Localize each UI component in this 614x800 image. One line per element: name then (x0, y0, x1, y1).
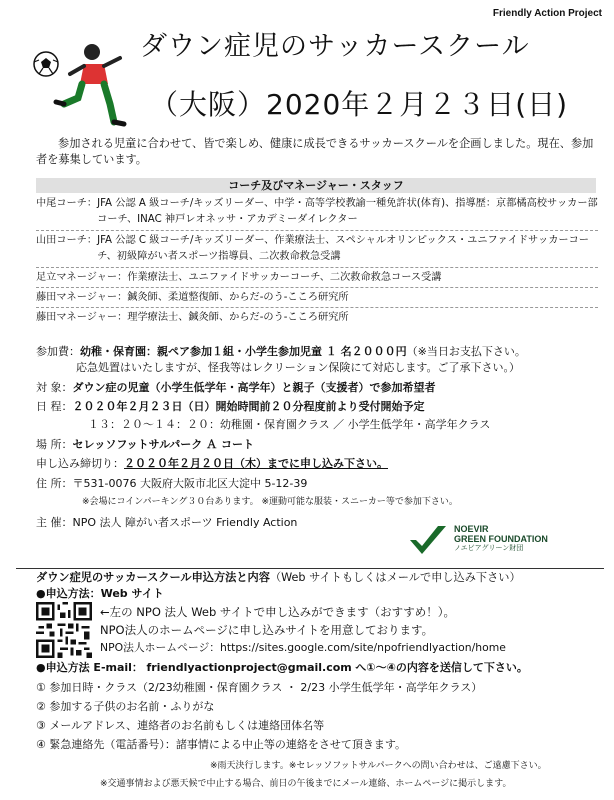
web-line-1: ←左の NPO 法人 Web サイトで申し込みができます（おすすめ！）。 (100, 605, 455, 619)
schedule-label: 日 程： (36, 400, 73, 413)
divider (36, 230, 598, 231)
staff-name: 藤田マネージャー： (36, 292, 128, 303)
web-line-3[interactable]: NPO法人ホームページ：https://sites.google.com/site/npofriendlyaction/home (100, 641, 506, 654)
target-label: 対 象： (36, 381, 73, 394)
divider (36, 287, 598, 288)
sponsor-sub: ノエビアグリーン財団 (454, 545, 524, 552)
note-2: ※交通事情および悪天候で中止する場合、前日の午後までにメール連絡、ホームページに掲示します。 (100, 779, 512, 789)
fee-note: （※当日お支払下さい。 (406, 345, 526, 358)
staff-desc: 鍼灸師、柔道整復師、からだ-のう-こころ研究所 (127, 292, 349, 303)
email-after: へ①～④の内容を送信して下さい。 (355, 661, 528, 674)
application-title: ダウン症児のサッカースクール申込方法と内容 (36, 571, 270, 584)
email-label: ●申込方法 E-mail： (36, 661, 143, 674)
fee-line-2: 応急処置はいたしますが、怪我等はレクリーション保険にて対応します。ご了承下さい。） (76, 361, 520, 374)
note-1: ※雨天決行します。※セレッソフットサルパークへの問い合わせは、ご遠慮下さい。 (210, 761, 547, 771)
org-header: Friendly Action Project (492, 8, 602, 19)
intro-text: 参加される児童に合わせて、皆で楽しめ、健康に成長できるサッカースクールを企画しました。現在、参加者を募集しています。 (36, 137, 594, 166)
staff-name: 中尾コーチ： (36, 198, 98, 209)
application-item-4: ④ 緊急連絡先（電話番号）：諸事情による中止等の連絡をさせて頂きます。 (36, 738, 406, 751)
email-address[interactable]: friendlyactionproject@gmail.com (146, 661, 352, 674)
host-label: 主 催： (36, 516, 73, 529)
target-value: ダウン症の児童（小学生低学年・高学年）と親子（支援者）で参加希望者 (72, 381, 436, 394)
staff-member-5 (36, 310, 598, 326)
staff-desc: 作業療法士、ユニファイドサッカーコーチ、二次救命救急コース受講 (127, 272, 442, 283)
staff-desc: JFA 公認 C 級コーチ/キッズリーダー、作業療法士、スペシャルオリンピックス・ユニファイドサッカーコーチ、初級障がい者スポーツ指導員、二次救命救急受講 (97, 235, 589, 262)
web-line-2: NPO法人のホームページに申し込みサイトを用意しております。 (100, 623, 434, 637)
title-line-2: （大阪）2020年２月２３日(日) (150, 88, 569, 121)
schedule-row (36, 399, 606, 415)
schedule-value: ２０２０年２月２３日（日）開始時間前２０分程度前より受付開始予定 (72, 400, 425, 413)
venue-row (36, 437, 606, 453)
sponsor-logo (408, 524, 608, 556)
staff-name: 山田コーチ： (36, 235, 98, 246)
deadline-label: 申し込み締切り： (36, 457, 124, 470)
divider (36, 307, 598, 308)
email-row (36, 660, 606, 676)
application-title-note: （Web サイトもしくはメールで申し込み下さい） (269, 571, 521, 584)
staff-name: 足立マネージャー： (36, 272, 128, 283)
application-item-1: ① 参加日時・クラス（2/23幼稚園・保育園クラス ・ 2/23 小学生低学年・高学年クラス） (36, 681, 483, 694)
target-row (36, 380, 606, 396)
application-item-3: ③ メールアドレス、連絡者のお名前もしくは連絡団体名等 (36, 719, 325, 732)
staff-desc: JFA 公認 A 級コーチ/キッズリーダー、中学・高等学校教諭一種免許状(体育)、指導歴：京都橘高校サッカー部コーチ、INAC 神戸レオネッサ・アカデミーダイレクター (97, 198, 598, 225)
fee-label: 参加費： (36, 345, 80, 358)
staff-name: 藤田マネージャー： (36, 312, 128, 323)
staff-member-1 (36, 196, 598, 228)
application-title-row (36, 570, 521, 586)
qr-code-icon (36, 602, 92, 658)
host-value: NPO 法人 障がい者スポーツ Friendly Action (72, 516, 298, 529)
sponsor-name-1: NOEVIR (454, 524, 489, 534)
staff-member-3 (36, 270, 598, 286)
venue-label: 場 所： (36, 438, 73, 451)
sponsor-name-2: GREEN FOUNDATION (454, 534, 548, 544)
venue-value: セレッソフットサルパーク Ａ コート (72, 438, 254, 451)
deadline-value: ２０２０年２月２０日（木）までに申し込み下さい。 (124, 457, 388, 470)
staff-member-4 (36, 290, 598, 306)
address-value: 〒531-0076 大阪府大阪市北区大淀中 5-12-39 (72, 477, 308, 490)
schedule-line-2: １３：２０～１４：２０：幼稚園・保育園クラス ／ 小学生低学年・高学年クラス (88, 418, 491, 431)
staff-header: コーチ及びマネージャー・スタッフ (36, 178, 596, 193)
address-label: 住 所： (36, 477, 73, 490)
fee-value: 幼稚・保育園：親ペア参加１組・小学生参加児童 １ 名２０００円 (80, 345, 407, 358)
deadline-row (36, 456, 606, 472)
section-divider (16, 568, 604, 569)
address-note: ※会場にコインパーキング３０台あります。 ※運動可能な服装・スニーカー等で参加下さい。 (82, 497, 458, 507)
staff-desc: 理学療法士、鍼灸師、からだ-のう-こころ研究所 (127, 312, 349, 323)
title-line-1: ダウン症児のサッカースクール (140, 31, 530, 62)
fee-row (36, 344, 606, 360)
web-label: ●申込方法：Web サイト (36, 587, 164, 600)
address-row (36, 476, 606, 492)
staff-member-2 (36, 233, 598, 265)
application-item-2: ② 参加する子供のお名前・ふりがな (36, 700, 215, 713)
check-leaf-icon (408, 524, 448, 556)
divider (36, 267, 598, 268)
soccer-player-illustration (30, 38, 134, 128)
